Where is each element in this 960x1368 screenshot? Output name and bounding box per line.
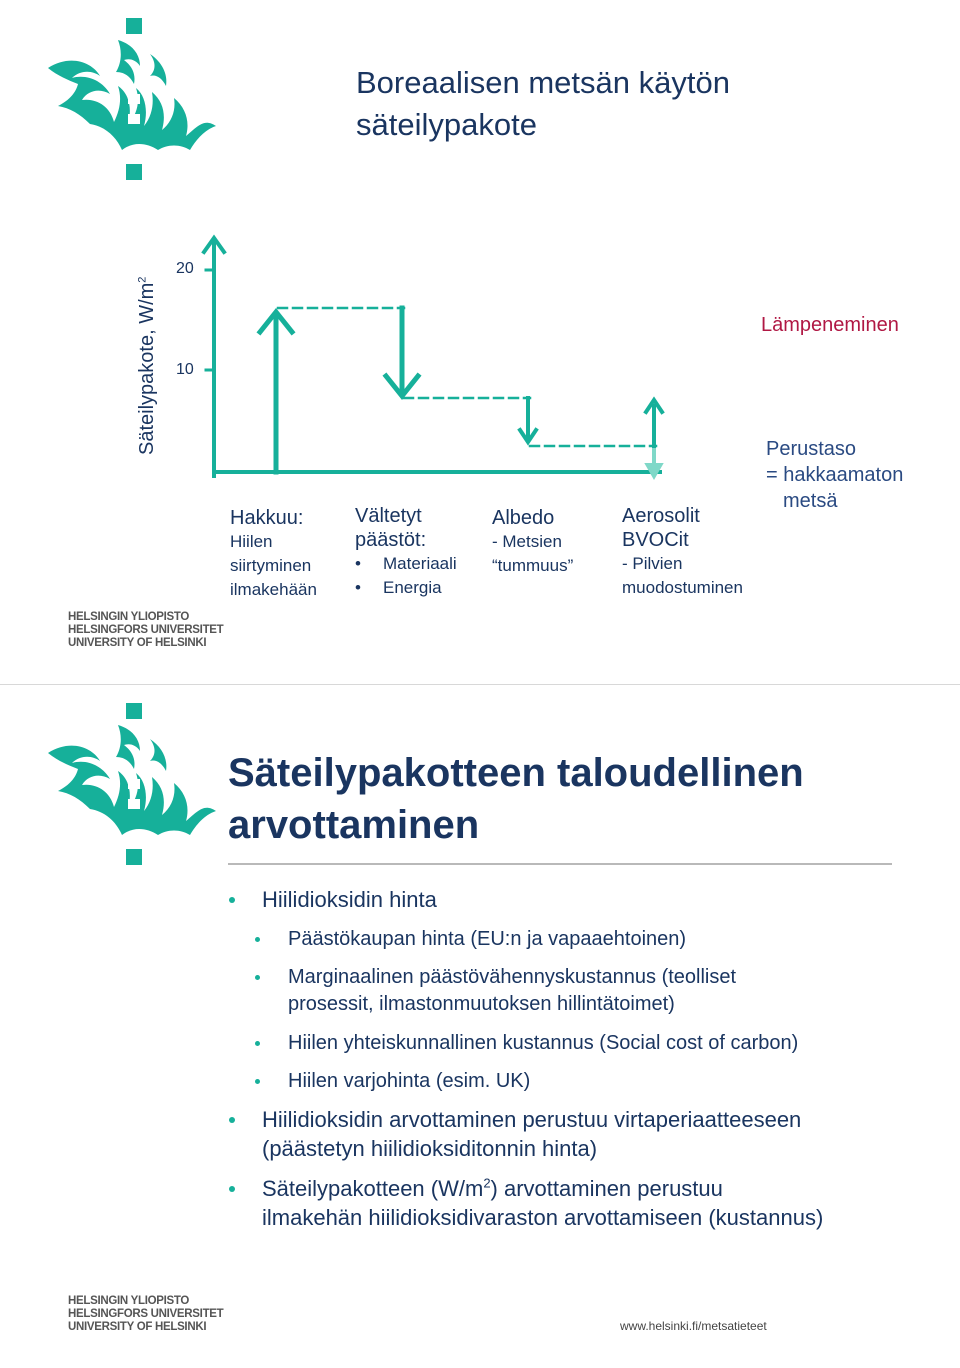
title-divider (228, 863, 892, 865)
category-aerosolit: Aerosolit BVOCit - Pilvien muodostuminen (622, 505, 743, 597)
slide1-title: Boreaalisen metsän käytön säteilypakote (356, 65, 730, 142)
tick-10: 10 (176, 361, 194, 378)
bullet-dot (255, 937, 260, 942)
baseline-label: Perustaso = hakkaamaton metsä (766, 438, 904, 512)
university-flame-logo (40, 14, 225, 186)
university-wordmark: HELSINGIN YLIOPISTO HELSINGFORS UNIVERSITET UNIVERSITY OF HELSINKI (68, 1295, 224, 1333)
bullet-dot (255, 975, 260, 980)
legend-warming: Lämpeneminen (761, 314, 899, 336)
sub-bullet-social-cost: Hiilen yhteiskunnallinen kustannus (Social cost of carbon) (288, 1032, 799, 1054)
bullet-dot (255, 1041, 260, 1046)
sub-bullet-shadow-price: Hiilen varjohinta (esim. UK) (288, 1070, 531, 1092)
y-axis-label: Säteilypakote, $W/m^2$ (136, 276, 158, 455)
category-albedo: Albedo - Metsien “tummuus” (492, 507, 574, 575)
university-wordmark: HELSINGIN YLIOPISTO HELSINGFORS UNIVERSITET UNIVERSITY OF HELSINKI (68, 611, 224, 649)
university-flame-logo (40, 699, 225, 871)
bullet-flow-principle: Hiilidioksidin arvottaminen perustuu virtaperiaatteeseen (päästetyn hiilidioksiditonnin hinta) (262, 1107, 802, 1161)
sub-bullet-marginal-abatement: Marginaalinen päästövähennyskustannus (teolliset prosessit, ilmastonmuutoksen hillintätoimet) (288, 966, 737, 1015)
category-hakkuu: Hakkuu: Hiilen siirtyminen ilmakehään (230, 507, 317, 599)
bullet-stock-valuation: Säteilypakotteen $(W/m^2)$ arvottaminen perustuu ilmakehän hiilidioksidivaraston arvottamiseen (kustannus) (262, 1175, 824, 1230)
bullet-dot (229, 897, 235, 903)
bullet-co2-price: Hiilidioksidin hinta (262, 887, 437, 912)
footer-url[interactable]: www.helsinki.fi/metsatieteet (620, 1319, 767, 1333)
slide2-title: Säteilypakotteen taloudellinen arvottaminen (228, 751, 804, 847)
bullet-dot (229, 1117, 235, 1123)
forcing-diagram (196, 226, 676, 486)
bullet-dot (229, 1186, 235, 1192)
slide-economic-valuation (0, 684, 960, 1368)
tick-20: 20 (176, 260, 194, 277)
sub-bullet-emissions-trading: Päästökaupan hinta (EU:n ja vapaaehtoinen) (288, 928, 687, 950)
bullet-dot (255, 1079, 260, 1084)
category-valtetyt: Vältetyt päästöt: • Materiaali • Energia (355, 505, 457, 597)
